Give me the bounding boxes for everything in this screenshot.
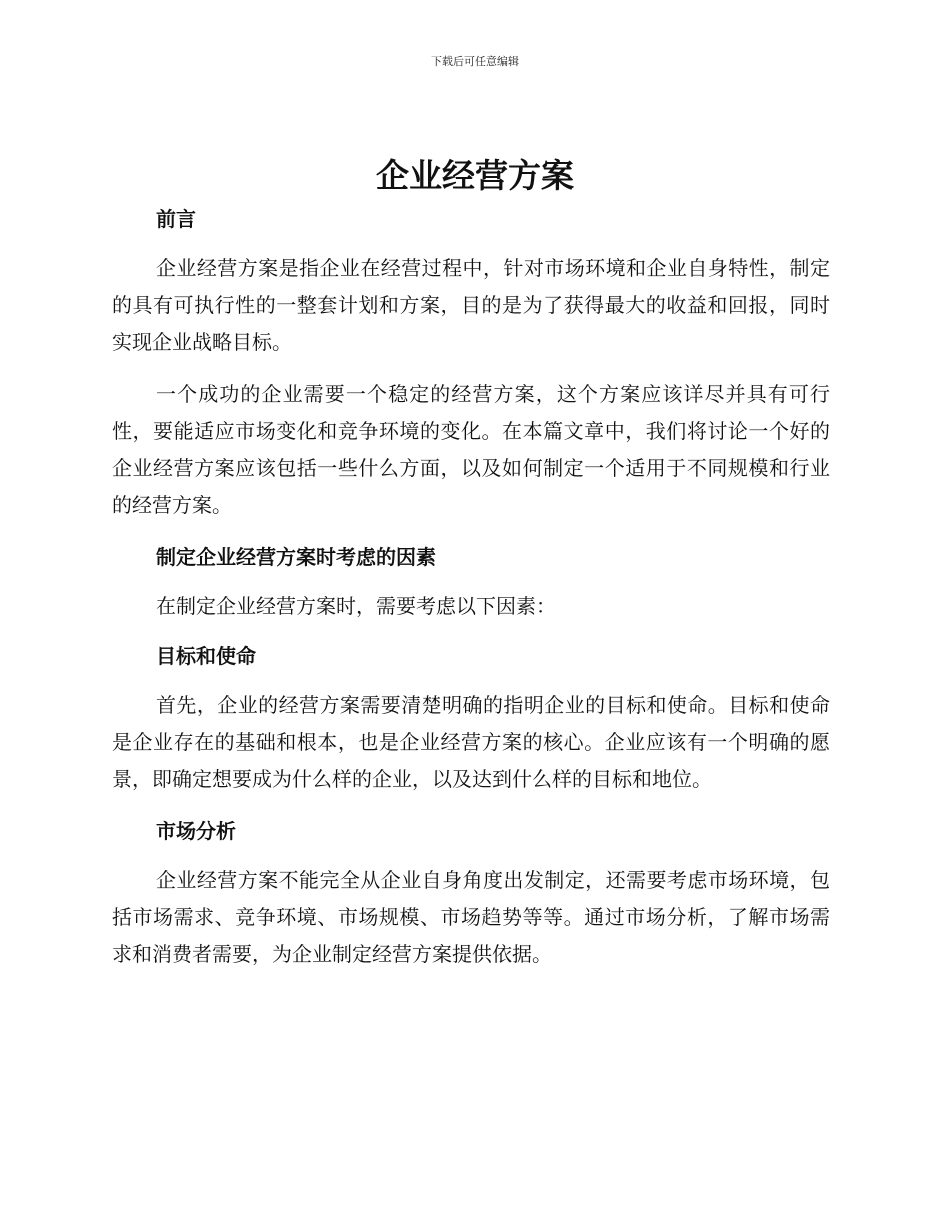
section-heading-market: 市场分析 (156, 819, 236, 843)
paragraph-market: 企业经营方案不能完全从企业自身角度出发制定，还需要考虑市场环境，包括市场需求、竞争环境、市场规模、市场趋势等等。通过市场分析，了解市场需求和消费者需要，为企业制定经营方案提供依据。 (112, 868, 830, 966)
document-title: 企业经营方案 (376, 156, 574, 195)
section-heading-mission: 目标和使命 (156, 644, 256, 668)
section-heading-preface: 前言 (156, 207, 196, 231)
section-heading-factors: 制定企业经营方案时考虑的因素 (156, 545, 436, 569)
paragraph-mission: 首先，企业的经营方案需要清楚明确的指明企业的目标和使命。目标和使命是企业存在的基础和根本，也是企业经营方案的核心。企业应该有一个明确的愿景，即确定想要成为什么样的企业，以及达到什么样的目标和地位。 (112, 693, 830, 791)
paragraph-preface-1: 企业经营方案是指企业在经营过程中，针对市场环境和企业自身特性，制定的具有可执行性的一整套计划和方案，目的是为了获得最大的收益和回报，同时实现企业战略目标。 (112, 256, 830, 354)
paragraph-preface-2: 一个成功的企业需要一个稳定的经营方案，这个方案应该详尽并具有可行性，要能适应市场变化和竞争环境的变化。在本篇文章中，我们将讨论一个好的企业经营方案应该包括一些什么方面，以及如何制定一个适用于不同规模和行业的经营方案。 (112, 382, 830, 517)
document-body (112, 201, 830, 973)
paragraph-factors-intro: 在制定企业经营方案时，需要考虑以下因素： (156, 594, 556, 618)
page-header-note: 下载后可任意编辑 (431, 55, 519, 68)
